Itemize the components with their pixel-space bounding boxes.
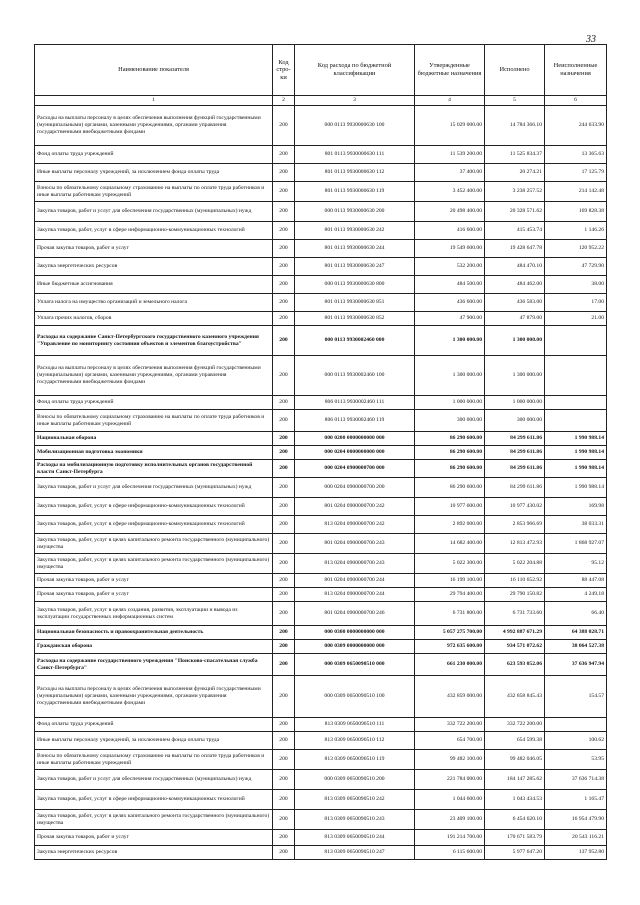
table-row	[35, 276, 607, 294]
row-approved-cell: 23 409 100.00	[415, 810, 485, 830]
row-name-cell: Иные выплаты персоналу учреждений, за исключением фонда оплаты труда	[35, 164, 273, 182]
row-code-cell: 200	[273, 640, 295, 654]
row-code-cell: 200	[273, 790, 295, 810]
row-approved-cell: 10 977 600.00	[415, 498, 485, 516]
row-executed-cell: 20 274.21	[485, 164, 545, 182]
table-row	[35, 498, 607, 516]
table-row	[35, 846, 607, 860]
row-approved-cell: 654 700.00	[415, 732, 485, 750]
row-classification-cell: 000 0204 0000000000 000	[295, 446, 415, 460]
row-name-cell: Закупка товаров, работ и услуг для обеспечения государственных (муниципальных) нужд	[35, 202, 273, 222]
table-row	[35, 182, 607, 202]
table-row	[35, 790, 607, 810]
row-classification-cell: 813 0309 0650090510 111	[295, 718, 415, 732]
row-classification-cell: 801 0113 9930000630 111	[295, 146, 415, 164]
table-row	[35, 396, 607, 410]
row-approved-cell: 532 200.00	[415, 258, 485, 276]
row-name-cell: Закупка энергетических ресурсов	[35, 258, 273, 276]
row-name-cell: Прочая закупка товаров, работ и услуг	[35, 240, 273, 258]
row-code-cell: 200	[273, 718, 295, 732]
row-code-cell: 200	[273, 240, 295, 258]
row-name-cell: Закупка товаров, работ, услуг в целях капитального ремонта государственного (муниципального) имущества	[35, 810, 273, 830]
row-approved-cell: 15 029 000.00	[415, 106, 485, 146]
row-code-cell: 200	[273, 846, 295, 860]
row-name-cell: Гражданская оборона	[35, 640, 273, 654]
row-code-cell: 200	[273, 432, 295, 446]
table-row	[35, 626, 607, 640]
row-executed-cell: 84 299 611.86	[485, 460, 545, 478]
row-classification-cell: 000 0309 0650090510 000	[295, 654, 415, 676]
table-row	[35, 732, 607, 750]
row-unexecuted-cell: 1 868 927.07	[545, 534, 607, 554]
row-approved-cell: 436 600.00	[415, 294, 485, 312]
table-row	[35, 588, 607, 602]
row-classification-cell: 806 0113 9930002460 119	[295, 410, 415, 432]
row-approved-cell: 29 794 400.00	[415, 588, 485, 602]
row-classification-cell: 813 0309 0650090510 119	[295, 750, 415, 770]
table-row	[35, 602, 607, 626]
table-row	[35, 240, 607, 258]
row-unexecuted-cell: 64 388 028.71	[545, 626, 607, 640]
row-name-cell: Фонд оплаты труда учреждений	[35, 396, 273, 410]
row-classification-cell: 813 0309 0650090510 244	[295, 830, 415, 846]
row-classification-cell: 000 0204 0900000700 200	[295, 478, 415, 498]
row-unexecuted-cell: 38 033.31	[545, 516, 607, 534]
row-approved-cell: 86 290 600.00	[415, 478, 485, 498]
row-classification-cell: 801 0113 9930000630 852	[295, 312, 415, 326]
row-executed-cell: 3 238 257.52	[485, 182, 545, 202]
table-row	[35, 222, 607, 240]
row-name-cell: Уплата прочих налогов, сборов	[35, 312, 273, 326]
row-name-cell: Национальная безопасность и правоохранительная деятельность	[35, 626, 273, 640]
row-name-cell: Расходы на содержание Санкт-Петербургского государственного казенного учреждения "Управление по мониторингу состояния объектов и элементов благоустройства"	[35, 326, 273, 356]
row-unexecuted-cell: 47 729.90	[545, 258, 607, 276]
row-code-cell: 200	[273, 534, 295, 554]
row-classification-cell: 000 0309 0000000000 000	[295, 640, 415, 654]
row-code-cell: 200	[273, 770, 295, 790]
row-unexecuted-cell: 1 165.47	[545, 790, 607, 810]
header-unexecuted: Неисполненные назначения	[545, 45, 607, 96]
row-unexecuted-cell	[545, 410, 607, 432]
row-classification-cell: 801 0204 0900000700 244	[295, 574, 415, 588]
row-name-cell: Закупка товаров, работ, услуг в целях капитального ремонта государственного (муниципального) имущества	[35, 534, 273, 554]
row-executed-cell: 415 453.74	[485, 222, 545, 240]
row-unexecuted-cell: 20 543 116.21	[545, 830, 607, 846]
row-executed-cell: 436 583.00	[485, 294, 545, 312]
column-number: 2	[273, 96, 295, 106]
row-classification-cell: 000 0113 9930000630 200	[295, 202, 415, 222]
row-code-cell: 200	[273, 478, 295, 498]
row-executed-cell: 1 043 434.53	[485, 790, 545, 810]
column-number: 1	[35, 96, 273, 106]
row-approved-cell: 1 300 000.00	[415, 356, 485, 396]
row-name-cell: Прочая закупка товаров, работ и услуг	[35, 574, 273, 588]
row-executed-cell: 6 731 733.60	[485, 602, 545, 626]
table-row	[35, 294, 607, 312]
row-unexecuted-cell: 66.40	[545, 602, 607, 626]
row-classification-cell: 813 0204 0900000700 243	[295, 554, 415, 574]
row-classification-cell: 813 0309 0650090510 112	[295, 732, 415, 750]
table-row	[35, 312, 607, 326]
row-name-cell: Взносы по обязательному социальному страхованию на выплаты по оплате труда работников и иные выплаты работникам учреждений	[35, 750, 273, 770]
table-row	[35, 676, 607, 718]
table-row	[35, 446, 607, 460]
row-executed-cell: 5 977 647.20	[485, 846, 545, 860]
row-unexecuted-cell	[545, 326, 607, 356]
row-unexecuted-cell: 100.62	[545, 732, 607, 750]
row-classification-cell: 801 0113 9930000630 112	[295, 164, 415, 182]
row-code-cell: 200	[273, 276, 295, 294]
table-row	[35, 810, 607, 830]
row-unexecuted-cell: 1 990 988.14	[545, 478, 607, 498]
row-name-cell: Взносы по обязательному социальному страхованию на выплаты по оплате труда работников и иные выплаты работникам учреждений	[35, 182, 273, 202]
row-classification-cell: 000 0113 9930002460 100	[295, 356, 415, 396]
row-name-cell: Прочая закупка товаров, работ и услуг	[35, 830, 273, 846]
row-approved-cell: 484 500.00	[415, 276, 485, 294]
row-approved-cell: 47 900.00	[415, 312, 485, 326]
row-approved-cell: 99 482 100.00	[415, 750, 485, 770]
row-executed-cell: 20 328 571.62	[485, 202, 545, 222]
row-unexecuted-cell: 1 990 988.14	[545, 446, 607, 460]
row-executed-cell: 5 022 204.88	[485, 554, 545, 574]
table-row	[35, 478, 607, 498]
row-executed-cell: 332 722 200.00	[485, 718, 545, 732]
row-executed-cell: 1 300 000.00	[485, 356, 545, 396]
row-classification-cell: 000 0200 0000000000 000	[295, 432, 415, 446]
header-code: Код стро- ки	[273, 45, 295, 96]
row-approved-cell: 20 498 400.00	[415, 202, 485, 222]
column-number: 5	[485, 96, 545, 106]
row-classification-cell: 000 0300 0000000000 000	[295, 626, 415, 640]
row-code-cell: 200	[273, 602, 295, 626]
row-unexecuted-cell: 38 064 527.38	[545, 640, 607, 654]
row-approved-cell: 2 892 000.00	[415, 516, 485, 534]
row-unexecuted-cell	[545, 396, 607, 410]
row-executed-cell: 12 813 472.93	[485, 534, 545, 554]
row-approved-cell: 300 000.00	[415, 410, 485, 432]
row-code-cell: 200	[273, 294, 295, 312]
row-name-cell: Закупка товаров, работ, услуг в целях создания, развития, эксплуатации и вывода из эксплуатации государственных информационных систем	[35, 602, 273, 626]
row-name-cell: Расходы на выплаты персоналу в целях обеспечения выполнения функций государственными (муниципальными) органами, казенными учреждениями, органами управления государственными внебюджетными фондами	[35, 676, 273, 718]
row-executed-cell: 934 571 072.62	[485, 640, 545, 654]
row-unexecuted-cell: 214 142.48	[545, 182, 607, 202]
row-classification-cell: 801 0113 9930000630 244	[295, 240, 415, 258]
row-classification-cell: 801 0204 0900000700 246	[295, 602, 415, 626]
row-classification-cell: 806 0113 9930002460 111	[295, 396, 415, 410]
row-approved-cell: 5 057 275 700.00	[415, 626, 485, 640]
row-code-cell: 200	[273, 810, 295, 830]
row-name-cell: Фонд оплаты труда учреждений	[35, 146, 273, 164]
row-approved-cell: 972 635 600.00	[415, 640, 485, 654]
row-code-cell: 200	[273, 626, 295, 640]
row-executed-cell: 623 593 052.06	[485, 654, 545, 676]
row-name-cell: Фонд оплаты труда учреждений	[35, 718, 273, 732]
header-approved: Утвержденные бюджетные назначения	[415, 45, 485, 96]
row-executed-cell: 84 299 611.86	[485, 478, 545, 498]
row-classification-cell: 000 0113 9930000630 100	[295, 106, 415, 146]
table-row	[35, 460, 607, 478]
row-executed-cell: 484 462.00	[485, 276, 545, 294]
row-approved-cell: 11 539 200.00	[415, 146, 485, 164]
row-code-cell: 200	[273, 146, 295, 164]
row-name-cell: Расходы на выплаты персоналу в целях обеспечения выполнения функций государственными (муниципальными) органами, казенными учреждениями, органами управления государственными внебюджетными фондами	[35, 106, 273, 146]
row-executed-cell: 11 525 834.37	[485, 146, 545, 164]
table-row	[35, 356, 607, 396]
header-executed: Исполнено	[485, 45, 545, 96]
row-code-cell: 200	[273, 164, 295, 182]
row-code-cell: 200	[273, 498, 295, 516]
row-name-cell: Расходы на содержание государственного учреждения "Поисково-спасательная служба Санкт-Петербурга"	[35, 654, 273, 676]
row-classification-cell: 813 0309 0650090510 243	[295, 810, 415, 830]
row-approved-cell: 6 115 600.00	[415, 846, 485, 860]
row-executed-cell: 84 299 611.86	[485, 432, 545, 446]
row-name-cell: Взносы по обязательному социальному страхованию на выплаты по оплате труда работников и иные выплаты работникам учреждений	[35, 410, 273, 432]
row-classification-cell: 801 0113 9930000630 247	[295, 258, 415, 276]
row-code-cell: 200	[273, 396, 295, 410]
row-name-cell: Мобилизационная подготовка экономики	[35, 446, 273, 460]
row-code-cell: 200	[273, 732, 295, 750]
header-classification: Код расхода по бюджетной классификации	[295, 45, 415, 96]
row-name-cell: Расходы на мобилизационную подготовку исполнительных органов государственной власти Санкт-Петербурга	[35, 460, 273, 478]
row-name-cell: Закупка товаров, работ и услуг для обеспечения государственных (муниципальных) нужд	[35, 770, 273, 790]
row-classification-cell: 813 0204 0900000700 244	[295, 588, 415, 602]
row-code-cell: 200	[273, 222, 295, 240]
budget-execution-table	[34, 44, 607, 860]
row-approved-cell: 1 044 600.00	[415, 790, 485, 810]
table-row	[35, 202, 607, 222]
row-unexecuted-cell: 17 125.79	[545, 164, 607, 182]
row-unexecuted-cell: 21.00	[545, 312, 607, 326]
row-executed-cell: 170 671 583.79	[485, 830, 545, 846]
row-name-cell: Закупка товаров, работ и услуг для обеспечения государственных (муниципальных) нужд	[35, 478, 273, 498]
table-row	[35, 432, 607, 446]
row-code-cell: 200	[273, 326, 295, 356]
row-name-cell: Иные выплаты персоналу учреждений, за исключением фонда оплаты труда	[35, 732, 273, 750]
row-approved-cell: 6 731 800.00	[415, 602, 485, 626]
row-executed-cell: 300 000.00	[485, 410, 545, 432]
row-unexecuted-cell: 95.12	[545, 554, 607, 574]
row-approved-cell: 37 400.00	[415, 164, 485, 182]
table-body	[35, 106, 607, 860]
table-row	[35, 574, 607, 588]
row-unexecuted-cell: 154.57	[545, 676, 607, 718]
row-approved-cell: 432 859 000.00	[415, 676, 485, 718]
column-number: 4	[415, 96, 485, 106]
table-row	[35, 830, 607, 846]
row-approved-cell: 661 230 000.00	[415, 654, 485, 676]
row-code-cell: 200	[273, 312, 295, 326]
row-approved-cell: 221 784 000.00	[415, 770, 485, 790]
row-code-cell: 200	[273, 106, 295, 146]
row-classification-cell: 801 0113 9930000630 851	[295, 294, 415, 312]
row-executed-cell: 10 977 430.02	[485, 498, 545, 516]
row-executed-cell: 6 454 620.10	[485, 810, 545, 830]
row-executed-cell: 654 599.38	[485, 732, 545, 750]
row-unexecuted-cell: 169.98	[545, 498, 607, 516]
column-number: 6	[545, 96, 607, 106]
row-executed-cell: 484 470.10	[485, 258, 545, 276]
table-row	[35, 654, 607, 676]
column-number: 3	[295, 96, 415, 106]
row-approved-cell: 5 022 300.00	[415, 554, 485, 574]
row-name-cell: Расходы на выплаты персоналу в целях обеспечения выполнения функций государственными (муниципальными) органами, казенными учреждениями, органами управления государственными внебюджетными фондами	[35, 356, 273, 396]
row-approved-cell: 19 549 600.00	[415, 240, 485, 258]
row-approved-cell: 16 199 100.00	[415, 574, 485, 588]
table-row	[35, 750, 607, 770]
row-name-cell: Закупка товаров, работ, услуг в сфере информационно-коммуникационных технологий	[35, 498, 273, 516]
row-unexecuted-cell	[545, 356, 607, 396]
row-code-cell: 200	[273, 356, 295, 396]
row-executed-cell: 16 110 652.92	[485, 574, 545, 588]
row-unexecuted-cell: 16 954 479.90	[545, 810, 607, 830]
row-approved-cell: 86 290 600.00	[415, 460, 485, 478]
row-classification-cell: 801 0204 0900000700 242	[295, 498, 415, 516]
row-approved-cell: 86 290 600.00	[415, 432, 485, 446]
row-name-cell: Закупка товаров, работ, услуг в сфере информационно-коммуникационных технологий	[35, 516, 273, 534]
row-executed-cell: 432 858 845.43	[485, 676, 545, 718]
row-executed-cell: 1 300 000.00	[485, 326, 545, 356]
row-code-cell: 200	[273, 676, 295, 718]
row-code-cell: 200	[273, 554, 295, 574]
row-classification-cell: 000 0309 0650090510 200	[295, 770, 415, 790]
row-unexecuted-cell: 120 952.22	[545, 240, 607, 258]
row-unexecuted-cell: 17.00	[545, 294, 607, 312]
row-executed-cell: 2 853 966.69	[485, 516, 545, 534]
row-name-cell: Иные бюджетные ассигнования	[35, 276, 273, 294]
row-code-cell: 200	[273, 588, 295, 602]
row-classification-cell: 813 0309 0650090510 247	[295, 846, 415, 860]
row-unexecuted-cell: 88 447.08	[545, 574, 607, 588]
row-executed-cell: 14 784 366.10	[485, 106, 545, 146]
table-row	[35, 640, 607, 654]
table-row	[35, 164, 607, 182]
row-code-cell: 200	[273, 574, 295, 588]
row-classification-cell: 801 0113 9930000630 119	[295, 182, 415, 202]
row-approved-cell: 14 682 400.00	[415, 534, 485, 554]
row-classification-cell: 801 0204 0900000700 243	[295, 534, 415, 554]
table-row	[35, 718, 607, 732]
row-approved-cell: 1 300 000.00	[415, 326, 485, 356]
row-executed-cell: 1 000 000.00	[485, 396, 545, 410]
row-executed-cell: 19 428 647.78	[485, 240, 545, 258]
row-classification-cell: 000 0309 0650090510 100	[295, 676, 415, 718]
table-row	[35, 326, 607, 356]
row-unexecuted-cell: 169 828.38	[545, 202, 607, 222]
page-number: 33	[586, 34, 596, 45]
row-classification-cell: 813 0309 0650090510 242	[295, 790, 415, 810]
row-unexecuted-cell: 38.00	[545, 276, 607, 294]
row-classification-cell: 000 0204 0900000700 000	[295, 460, 415, 478]
row-code-cell: 200	[273, 654, 295, 676]
row-code-cell: 200	[273, 750, 295, 770]
row-name-cell: Закупка энергетических ресурсов	[35, 846, 273, 860]
header-name: Наименование показателя	[35, 45, 273, 96]
row-executed-cell: 29 790 150.82	[485, 588, 545, 602]
row-unexecuted-cell: 1 990 988.14	[545, 460, 607, 478]
row-executed-cell: 84 299 611.86	[485, 446, 545, 460]
row-name-cell: Закупка товаров, работ, услуг в сфере информационно-коммуникационных технологий	[35, 222, 273, 240]
row-unexecuted-cell: 244 633.90	[545, 106, 607, 146]
row-code-cell: 200	[273, 410, 295, 432]
table-row	[35, 770, 607, 790]
table-row	[35, 258, 607, 276]
row-unexecuted-cell: 137 952.80	[545, 846, 607, 860]
row-name-cell: Прочая закупка товаров, работ и услуг	[35, 588, 273, 602]
row-name-cell: Уплата налога на имущество организаций и земельного налога	[35, 294, 273, 312]
row-name-cell: Национальная оборона	[35, 432, 273, 446]
table-row	[35, 554, 607, 574]
row-executed-cell: 4 992 887 671.29	[485, 626, 545, 640]
row-approved-cell: 332 722 200.00	[415, 718, 485, 732]
row-approved-cell: 191 214 700.00	[415, 830, 485, 846]
row-code-cell: 200	[273, 446, 295, 460]
row-executed-cell: 47 879.00	[485, 312, 545, 326]
row-code-cell: 200	[273, 460, 295, 478]
table-row	[35, 516, 607, 534]
row-classification-cell: 801 0113 9930000630 242	[295, 222, 415, 240]
row-unexecuted-cell: 1 146.26	[545, 222, 607, 240]
row-classification-cell: 000 0113 9930002460 000	[295, 326, 415, 356]
row-classification-cell: 000 0113 9930000630 800	[295, 276, 415, 294]
row-approved-cell: 1 000 000.00	[415, 396, 485, 410]
row-approved-cell: 3 452 400.00	[415, 182, 485, 202]
row-classification-cell: 813 0204 0900000700 242	[295, 516, 415, 534]
row-code-cell: 200	[273, 516, 295, 534]
row-unexecuted-cell	[545, 718, 607, 732]
row-name-cell: Закупка товаров, работ, услуг в целях капитального ремонта государственного (муниципального) имущества	[35, 554, 273, 574]
table-row	[35, 146, 607, 164]
row-unexecuted-cell: 1 990 988.14	[545, 432, 607, 446]
row-unexecuted-cell: 4 249.18	[545, 588, 607, 602]
row-executed-cell: 99 482 046.05	[485, 750, 545, 770]
table-row	[35, 410, 607, 432]
row-executed-cell: 184 147 285.62	[485, 770, 545, 790]
row-unexecuted-cell: 13 365.63	[545, 146, 607, 164]
table-row	[35, 534, 607, 554]
row-unexecuted-cell: 53.95	[545, 750, 607, 770]
row-approved-cell: 86 290 600.00	[415, 446, 485, 460]
row-code-cell: 200	[273, 182, 295, 202]
row-name-cell: Закупка товаров, работ, услуг в сфере информационно-коммуникационных технологий	[35, 790, 273, 810]
table-row	[35, 106, 607, 146]
row-unexecuted-cell: 37 636 714.38	[545, 770, 607, 790]
row-code-cell: 200	[273, 830, 295, 846]
row-code-cell: 200	[273, 202, 295, 222]
row-unexecuted-cell: 37 636 947.94	[545, 654, 607, 676]
row-code-cell: 200	[273, 258, 295, 276]
row-approved-cell: 416 600.00	[415, 222, 485, 240]
